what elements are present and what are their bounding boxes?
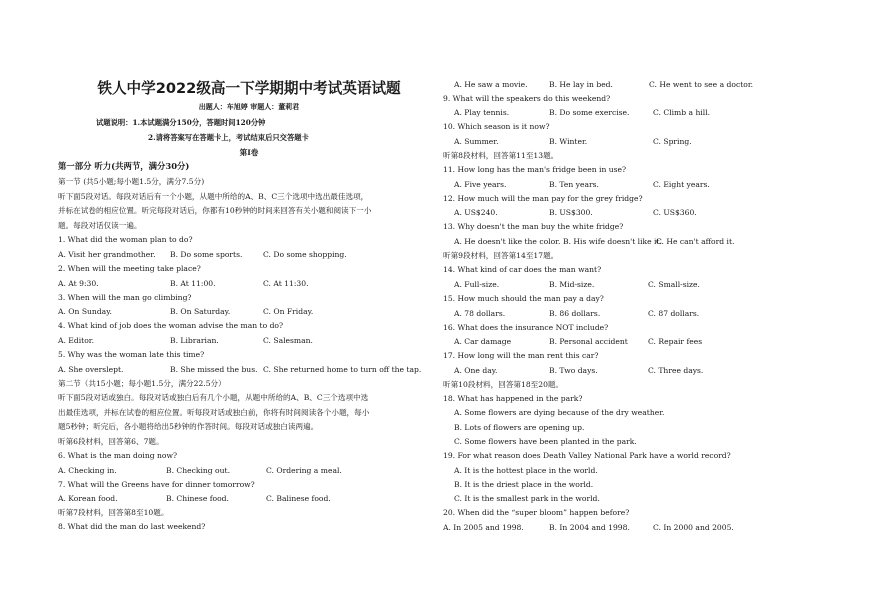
option-a: A. Summer. — [454, 137, 499, 146]
question: 3. When will the man go climbing? — [58, 293, 192, 302]
option-a: A. At 9:30. — [58, 279, 99, 288]
question: 18. What has happened in the park? — [443, 394, 583, 403]
material-label: 听第6段材料，回答第6、7题。 — [58, 437, 164, 446]
option-b: B. Lots of flowers are opening up. — [454, 423, 585, 432]
option-b: B. Ten years. — [549, 180, 599, 189]
option-a: A. He saw a movie. — [454, 80, 528, 89]
question: 1. What did the woman plan to do? — [58, 235, 193, 244]
instruction-line: 听下面5段对话。每段对话后有一个小题，从题中所给的A、B、C三个选项中选出最佳选项， — [58, 192, 369, 201]
option-c: C. Repair fees — [648, 337, 703, 346]
option-b: B. 86 dollars. — [549, 309, 601, 318]
material-label: 听第9段材料，回答第14至17题。 — [443, 251, 559, 260]
option-c: C. At 11:30. — [263, 279, 309, 288]
question: 16. What does the insurance NOT include? — [443, 323, 609, 332]
question: 9. What will the speakers do this weekend? — [443, 94, 611, 103]
option-a: A. Visit her grandmother. — [58, 250, 156, 259]
note-1: 试题说明：1.本试题满分150分，答题时间120分钟 — [96, 118, 266, 127]
option-a: A. Car damage — [454, 337, 512, 346]
option-b: B. Personal accident — [549, 337, 628, 346]
option-b: B. Librarian. — [170, 336, 219, 345]
option-a: A. 78 dollars. — [454, 309, 506, 318]
option-c: C. Small-size. — [648, 280, 700, 289]
question: 14. What kind of car does the man want? — [443, 265, 602, 274]
question: 2. When will the meeting take place? — [58, 264, 201, 273]
option-c: C. Spring. — [653, 137, 692, 146]
option-b: B. It is the driest place in the world. — [454, 480, 594, 489]
instruction-line: 听下面5段对话或独白。每段对话或独白后有几个小题，从题中所给的A、B、C三个选项中选 — [58, 393, 369, 402]
option-c: C. 87 dollars. — [648, 309, 700, 318]
option-a: A. On Sunday. — [58, 307, 112, 316]
option-b: B. Mid-size. — [549, 280, 595, 289]
question: 6. What is the man doing now? — [58, 451, 178, 460]
option-c: C. It is the smallest park in the world. — [454, 494, 600, 503]
question: 4. What kind of job does the woman advise the man to do? — [58, 321, 284, 330]
option-a: A. Some flowers are dying because of the dry weather. — [454, 408, 665, 417]
question: 5. Why was the woman late this time? — [58, 350, 205, 359]
option-c: C. Eight years. — [653, 180, 710, 189]
option-a: A. US$240. — [454, 208, 498, 217]
option-a: A. Play tennis. — [454, 108, 510, 117]
option-c: C. Balinese food. — [266, 494, 331, 503]
option-a: A. Editor. — [58, 336, 94, 345]
option-b: B. Do some exercise. — [549, 108, 630, 117]
question: 15. How much should the man pay a day? — [443, 294, 604, 303]
question: 8. What did the man do last weekend? — [58, 522, 206, 531]
question: 12. How much will the man pay for the grey fridge? — [443, 194, 643, 203]
option-c: C. Ordering a meal. — [266, 466, 342, 475]
subsection-heading: 第一节 (共5小题;每小题1.5分，满分7.5分) — [58, 177, 205, 186]
authors: 出题人：车旭婷 审题人：董莉君 — [198, 102, 300, 111]
option-b: B. Checking out. — [166, 466, 230, 475]
material-label: 听第10段材料，回答第18至20题。 — [443, 380, 564, 389]
option-b: B. Winter. — [549, 137, 588, 146]
option-a: A. Checking in. — [58, 466, 117, 475]
option-a: A. Korean food. — [58, 494, 118, 503]
option-c: C. US$360. — [653, 208, 697, 217]
option-b: B. He lay in bed. — [549, 80, 613, 89]
option-b: B. Two days. — [549, 366, 598, 375]
option-c: C. On Friday. — [263, 307, 314, 316]
option-a: A. It is the hottest place in the world. — [454, 466, 598, 475]
option-b: B. On Saturday. — [170, 307, 231, 316]
option-c: C. Climb a hill. — [653, 108, 711, 117]
volume-label: 第Ⅰ卷 — [239, 148, 259, 157]
section-heading: 第一部分 听力(共两节，满分30分) — [58, 161, 190, 171]
exam-title: 铁人中学2022级高一下学期期中考试英语试题 — [97, 80, 401, 97]
option-b: B. Chinese food. — [166, 494, 229, 503]
option-a: A. He doesn't like the color. — [454, 237, 561, 246]
question: 10. Which season is it now? — [443, 122, 550, 131]
option-a: A. She overslept. — [58, 365, 124, 374]
question: 13. Why doesn't the man buy the white fridge? — [443, 222, 624, 231]
instruction-line: 并标在试卷的相应位置。听完每段对话后，你都有10秒钟的时间来回答有关小题和阅读下一小 — [58, 206, 372, 215]
option-b: B. In 2004 and 1998. — [549, 523, 630, 532]
material-label: 听第7段材料，回答第8至10题。 — [58, 508, 169, 517]
instruction-line: 题。每段对话仅读一遍。 — [58, 221, 142, 230]
option-c: C. She returned home to turn off the tap. — [263, 365, 422, 374]
option-b: B. At 11:00. — [170, 279, 216, 288]
option-c: C. In 2000 and 2005. — [653, 523, 734, 532]
option-c: C. He can't afford it. — [656, 237, 735, 246]
option-c: C. Do some shopping. — [263, 250, 347, 259]
option-a: A. One day. — [454, 366, 498, 375]
option-a: A. Five years. — [454, 180, 507, 189]
instruction-line: 出最佳选项，并标在试卷的相应位置。听每段对话或独白前，你将有时间阅读各个小题，每小 — [58, 408, 370, 417]
question: 11. How long has the man's fridge been in use? — [443, 165, 627, 174]
question: 20. When did the “super bloom” happen before? — [443, 508, 630, 517]
question: 17. How long will the man rent this car? — [443, 351, 599, 360]
option-c: C. Some flowers have been planted in the park. — [454, 437, 637, 446]
option-b: B. Do some sports. — [170, 250, 243, 259]
option-a: A. Full-size. — [454, 280, 500, 289]
question: 19. For what reason does Death Valley National Park have a world record? — [443, 451, 731, 460]
subsection-heading: 第二节（共15小题；每小题1.5分，满分22.5分） — [58, 379, 226, 388]
option-b: B. US$300. — [549, 208, 593, 217]
instruction-line: 题5秒钟；听完后，各小题将给出5秒钟的作答时间。每段对话或独白读两遍。 — [58, 422, 319, 431]
question: 7. What will the Greens have for dinner tomorrow? — [58, 480, 255, 489]
option-c: C. Three days. — [648, 366, 704, 375]
note-2: 2.请将答案写在答题卡上，考试结束后只交答题卡 — [148, 133, 309, 142]
material-label: 听第8段材料，回答第11至13题。 — [443, 151, 559, 160]
option-b: B. His wife doesn't like it. — [563, 237, 662, 246]
option-c: C. He went to see a doctor. — [649, 80, 754, 89]
option-b: B. She missed the bus. — [170, 365, 258, 374]
option-c: C. Salesman. — [263, 336, 313, 345]
option-a: A. In 2005 and 1998. — [443, 523, 524, 532]
